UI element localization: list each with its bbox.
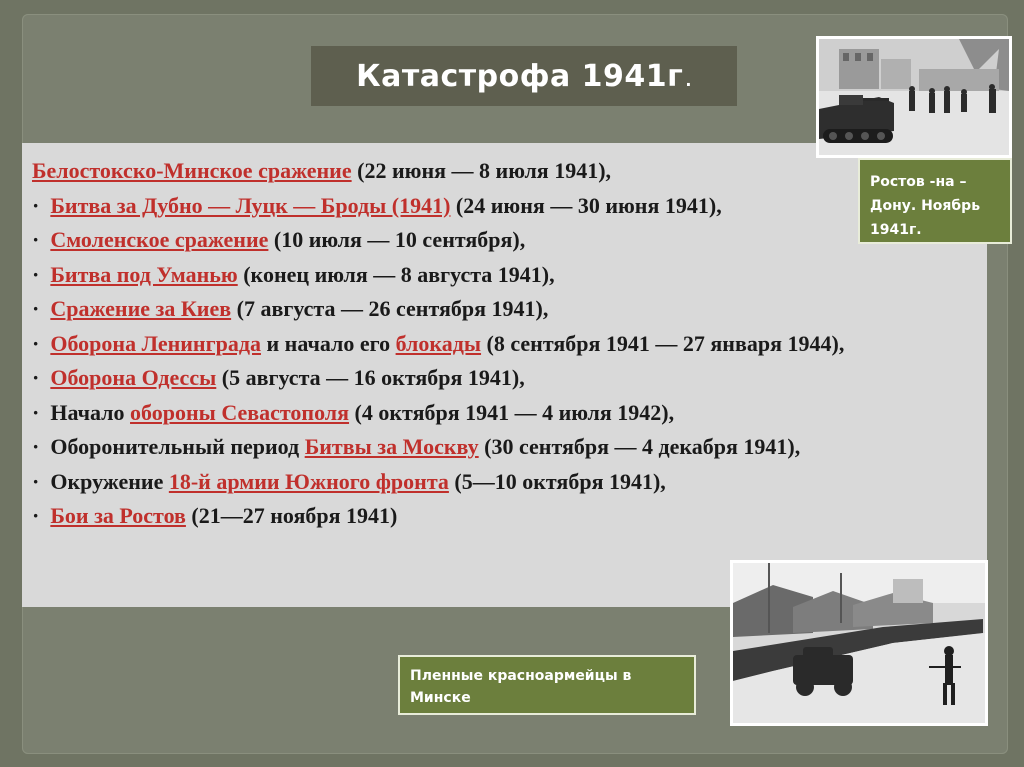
bullet: · <box>32 227 40 252</box>
battle-link[interactable]: Оборона Ленинграда <box>50 330 261 356</box>
slide-title: Катастрофа 1941г <box>356 58 684 94</box>
battle-link[interactable]: Бои за Ростов <box>50 503 186 528</box>
list-item <box>32 223 987 258</box>
minsk-prisoners-photo <box>730 560 988 726</box>
list-item <box>32 258 987 293</box>
battle-link[interactable]: Смоленское сражение <box>50 227 269 252</box>
battle-dates: (5 августа — 16 октября 1941), <box>216 365 525 390</box>
rostov-caption: Ростов -на –Дону. Ноябрь 1941г. <box>858 158 1012 244</box>
bullet: · <box>32 261 40 287</box>
list-item <box>32 396 987 431</box>
slide-title-box <box>311 46 737 106</box>
bullet: · <box>32 296 40 321</box>
list-item <box>32 465 987 500</box>
bullet: · <box>32 330 40 356</box>
list-item <box>32 499 987 534</box>
battle-link[interactable]: Сражение за Киев <box>50 296 232 321</box>
battle-dates: (21—27 ноября 1941) <box>185 503 398 528</box>
list-item <box>32 154 987 189</box>
battle-dates: (10 июля — 10 сентября), <box>268 227 526 252</box>
minsk-caption: Пленные красноармейцы в Минске <box>398 655 696 715</box>
battle-link[interactable]: Битва за Дубно — Луцк — Броды (1941) <box>50 192 451 218</box>
battle-link[interactable]: 18-й армии Южного фронта <box>168 468 449 494</box>
list-item <box>32 292 987 327</box>
list-item <box>32 327 952 362</box>
battle-dates: (4 октября 1941 — 4 июля 1942), <box>349 399 675 425</box>
battle-text: Оборонительный период <box>50 434 305 459</box>
list-item <box>32 361 987 396</box>
list-item <box>32 189 987 224</box>
battle-dates: (конец июля — 8 августа 1941), <box>237 261 555 287</box>
bullet: · <box>32 503 40 528</box>
battle-text: и начало его <box>260 330 396 356</box>
battle-link[interactable]: обороны Севастополя <box>130 399 350 425</box>
bullet: · <box>32 434 40 459</box>
rostov-photo-image <box>819 39 1009 155</box>
battle-dates: (5—10 октября 1941), <box>448 468 666 494</box>
rostov-photo <box>816 36 1012 158</box>
slide-title-dot: . <box>685 71 692 90</box>
battle-dates: (8 сентября 1941 — 27 января 1944), <box>481 330 845 356</box>
battle-list <box>22 143 987 607</box>
battle-dates: (30 сентября — 4 декабря 1941), <box>478 434 801 459</box>
bullet: · <box>32 399 40 425</box>
bullet: · <box>32 468 40 494</box>
battle-link[interactable]: Оборона Одессы <box>50 365 217 390</box>
blockade-link[interactable]: блокады <box>395 330 482 356</box>
bullet: · <box>32 192 40 218</box>
bullet: · <box>32 365 40 390</box>
battle-link[interactable]: Битвы за Москву <box>304 434 479 459</box>
minsk-prisoners-image <box>733 563 985 723</box>
battle-dates: (7 августа — 26 сентября 1941), <box>231 296 549 321</box>
battle-dates: (22 июня — 8 июля 1941), <box>351 158 612 183</box>
list-item <box>32 430 952 465</box>
battle-link[interactable]: Битва под Уманью <box>50 261 238 287</box>
battle-text: Начало <box>50 399 131 425</box>
battle-text: Окружение <box>50 468 169 494</box>
battle-dates: (24 июня — 30 июня 1941), <box>450 192 722 218</box>
battle-link[interactable]: Белостокско-Минское сражение <box>32 158 352 183</box>
